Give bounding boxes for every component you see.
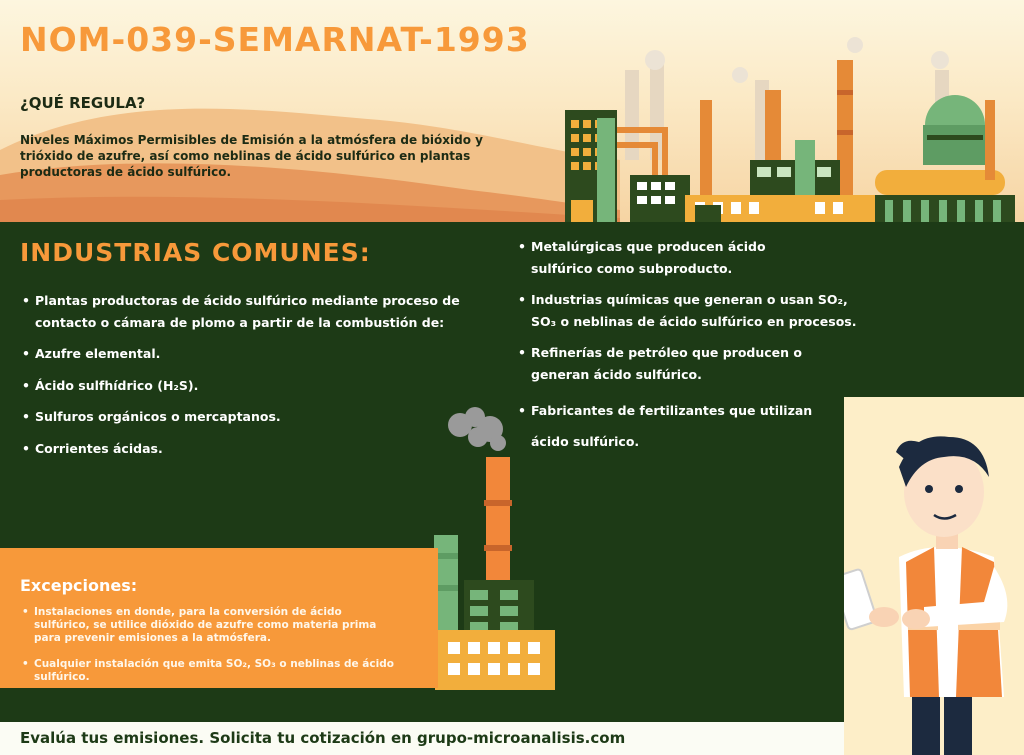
list-item: • Azufre elemental. xyxy=(35,343,160,365)
regulation-description: Niveles Máximos Permisibles de Emisión a la atmósfera de bióxido y trióxido de azufre, así como neblinas de ácido sulfúrico en plantas productoras de ácido sulfúrico. xyxy=(20,133,483,179)
list-item: • Sulfuros orgánicos o mercaptanos. xyxy=(35,406,281,428)
page-title: NOM-039-SEMARNAT-1993 xyxy=(20,20,530,59)
exception-item: • Instalaciones en donde, para la conversión de ácido sulfúrico, se utilice dióxido de azufre como materia prima para prevenir emisiones a la atmósfera. xyxy=(34,606,394,645)
factory-skyline-illustration xyxy=(555,30,1024,222)
worker-illustration xyxy=(844,397,1024,755)
industries-heading: INDUSTRIAS COMUNES: xyxy=(20,238,371,267)
list-item: • Industrias químicas que generan o usan SO₂, SO₃ o neblinas de ácido sulfúrico en procesos. xyxy=(531,289,871,333)
header-section xyxy=(0,0,1024,222)
exceptions-heading: Excepciones: xyxy=(20,576,138,595)
factory-chimney-illustration xyxy=(420,405,560,690)
list-item: • Ácido sulfhídrico (H₂S). xyxy=(35,375,198,397)
exception-item: • Cualquier instalación que emita SO₂, SO₃ o neblinas de ácido sulfúrico. xyxy=(34,658,434,684)
list-item: • Fabricantes de fertilizantes que utilizan ácido sulfúrico. xyxy=(531,395,831,457)
list-item: • Corrientes ácidas. xyxy=(35,438,163,460)
list-item: • Plantas productoras de ácido sulfúrico mediante proceso de contacto o cámara de plomo a partir de la combustión de: xyxy=(35,290,495,334)
list-item: • Metalúrgicas que producen ácido sulfúrico como subproducto. xyxy=(531,236,811,280)
list-item: • Refinerías de petróleo que producen o generan ácido sulfúrico. xyxy=(531,342,841,386)
question-heading: ¿QUÉ REGULA? xyxy=(20,94,146,112)
footer-cta: Evalúa tus emisiones. Solicita tu cotización en grupo-microanalisis.com xyxy=(20,729,626,747)
